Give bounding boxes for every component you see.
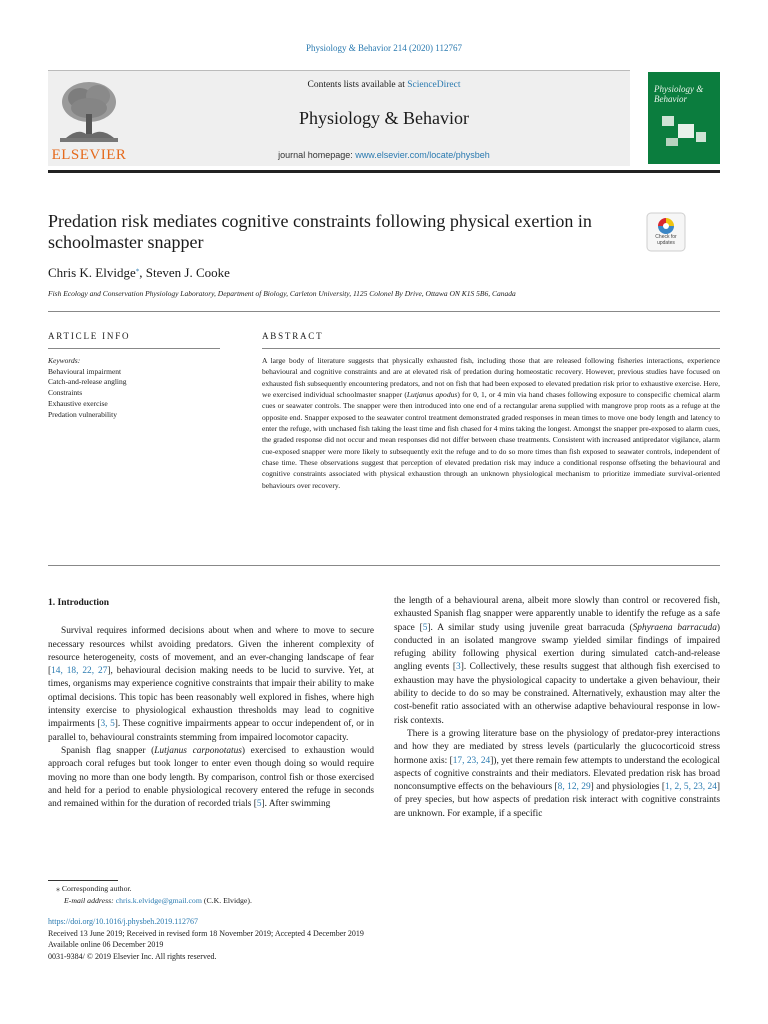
header-divider [48, 170, 720, 173]
keyword-item: Behavioural impairment [48, 366, 122, 376]
keyword-item: Constraints [48, 388, 83, 398]
homepage-link[interactable]: www.elsevier.com/locate/physbeh [355, 150, 490, 160]
journal-name: Physiology & Behavior [299, 108, 469, 128]
journal-cover-thumbnail[interactable] [648, 72, 720, 164]
paragraph-text: ) exercised to exhaustion would approach coral refuges but took longer to enter even though doing so would require moving no more than one body length. By comparison, control fish or those exercised and held for a period to enable physiological recovery entered the refuge in seconds and remained within for the duration of recorded trials [ [48, 745, 375, 810]
paragraph-text: ) conducted in an isolated mangrove swamp yielded similar findings of impaired refuging ability following physical exertion during simulated catch-and-release angling events [ [394, 622, 721, 673]
cover-graphic [696, 132, 706, 142]
citation-link[interactable]: 17, 23, 24 [452, 755, 491, 766]
body-paragraph [48, 745, 374, 811]
paragraph-text: ] and physiologies [ [590, 782, 665, 793]
species-name: Lutjanus apodus [406, 390, 458, 400]
keyword-item: Predation vulnerability [48, 409, 117, 419]
keywords-block [48, 356, 223, 420]
affiliation-rule [48, 311, 720, 312]
body-column-right [394, 595, 720, 821]
author-list [48, 265, 230, 281]
cover-graphic [662, 116, 674, 126]
article-history: Received 13 June 2019; Received in revised form 18 November 2019; Accepted 4 December 2019 [48, 928, 364, 938]
citation-link[interactable]: 3 [456, 662, 461, 673]
abstract-text: A large body of literature suggests that physically exhausted fish, including those that are released following fisheries interactions, experience behavioural and cognitive constraints and are at elevated risk of predation during homeostatic recovery. However, previous studies have focused on exhausted fish subsequently encountering predators, and not on fish that had been exposed to elevated predation risk prior to exhaustive exercise. Here, we exercised individual schoolmaster snapper ( [262, 356, 720, 400]
citation-link[interactable]: 5 [422, 622, 428, 633]
cover-graphic [666, 138, 678, 146]
contents-prefix: Contents lists available at [307, 80, 408, 90]
body-column-left [48, 595, 374, 811]
email-label: E-mail address: [64, 895, 116, 905]
paragraph-text: ]. A similar study using juvenile great barracuda ( [427, 622, 633, 633]
abstract-body [262, 355, 720, 491]
journal-citation[interactable]: Physiology & Behavior 214 (2020) 112767 [306, 43, 462, 53]
cover-title: Physiology & Behavior [654, 84, 704, 104]
citation-link[interactable]: 3, 5 [100, 719, 115, 730]
body-paragraph [394, 595, 720, 728]
paragraph-text: ] of prey species, but how aspects of predation risk interact with cognitive constraints are unknown. For example, if a specific [394, 782, 721, 819]
doi-link[interactable]: https://doi.org/10.1016/j.physbeh.2019.112767 [48, 917, 199, 926]
section-heading: 1. Introduction [48, 598, 110, 608]
abstract-heading: ABSTRACT [262, 331, 324, 341]
citation-link[interactable]: 14, 18, 22, 27 [51, 666, 108, 677]
species-name: Lutjanus carponotatus [154, 745, 242, 756]
body-divider [48, 565, 720, 566]
paragraph-text: Survival requires informed decisions about when and where to move to secure necessary resources whilst avoiding predators. Given the inherent complexity of resource heterogeneity, costs of movement, and an ever-changing landscape of fear [ [48, 626, 374, 677]
homepage-prefix: journal homepage: [278, 150, 356, 160]
crossmark-icon[interactable] [646, 212, 686, 252]
elsevier-wordmark: ELSEVIER [51, 147, 127, 163]
citation-link[interactable]: 1, 2, 5, 23, 24 [664, 782, 717, 793]
author-affiliation: Fish Ecology and Conservation Physiology Laboratory, Department of Biology, Carleton University, 1125 Colonel By Drive, Ottawa ON K1S 5B6, Canada [48, 289, 516, 298]
paragraph-text: ], behavioural decision making needs to be lucid to survive. Yet, at times, organisms may experience cognitive constraints that impair their ability to make optimal decisions. This topic has been reasonably well explored in fishes, where high intensity exercise to physiological exhaustion thresholds may lead to cognitive impairments [ [48, 666, 375, 730]
footnote-rule [48, 880, 118, 881]
paragraph-text: ]. After swimming [261, 799, 331, 810]
email-suffix: (C.K. Elvidge). [201, 895, 252, 905]
email-link[interactable]: chris.k.elvidge@gmail.com [115, 895, 202, 905]
abstract-rule [262, 348, 720, 349]
paragraph-text: ]), yet there remain few attempts to understand the ecological aspects of cognitive constraints and their mediators. Elevated predation risk has broad nonconsumptive effects on the behaviours [ [394, 755, 720, 793]
paragraph-text: ]. Collectively, these results suggest that although fish exercised to exhaustion may have the physiological capacity to undertake a given behaviour, their ability to decide to do so may be constrained. Alternatively, exhaustion may alter the cost-benefit ratio associated with an otherwise adaptive behavioural response in low-risk contexts. [394, 662, 721, 726]
abstract-text: ) for 0, 1, or 4 min via hand chases following exposure to conspecific chemical alarm cues or seawater controls. The snapper were then introduced into one end of a rectangular arena supplied with mangrove prop roots as a refuge at the opposite end. Snapper exposed to the seawater control treatment demonstrated graded responses in mean times to move one body length and latency to enter the refuge, with unchased fish taking the least time and fish chased for 4 mins taking the longest. Amongst the snapper pre-exposed to alarm cues, the graded response did not occur and mean responses did not differ between chase treatments. Consistent with increased antipredator vigilance, alarm cue-exposed snapper were more likely to subsequently exit the refuge and to do so more times than fish exposed to seawater controls, independent of chase time. These observations suggest that perception of elevated predation risk may induce a conditional response offseting the behavioural and cognitive constraints associated with physical exhaustion through an unknown physiological mechanism to prioritize immediate survival-oriented behaviours over recovery. [262, 390, 720, 490]
corresponding-author-note: ⁎ Corresponding author. [56, 884, 132, 893]
author-separator: , [139, 265, 146, 280]
paragraph-text: There is a growing literature base on the physiology of predator-prey interactions and how they are mediated by stress levels (particularly the glucocorticoid stress hormone axis: [ [394, 728, 720, 766]
paragraph-text: ]. These cognitive impairments appear to occur independent of, or in parallel to, behavioural constraints stemming from impaired locomotor capacity. [48, 719, 374, 743]
author-name: Steven J. Cooke [145, 265, 230, 280]
available-online: Available online 06 December 2019 [48, 940, 164, 949]
species-name: Sphyraena barracuda [632, 622, 717, 633]
keywords-label: Keywords: [48, 356, 81, 365]
body-paragraph [394, 728, 720, 821]
keyword-item: Catch-and-release angling [48, 377, 127, 387]
citation-link[interactable]: 5 [256, 799, 262, 810]
author-name: Chris K. Elvidge [48, 265, 136, 280]
email-note [48, 895, 448, 907]
footnotes [48, 883, 448, 907]
article-title: Predation risk mediates cognitive constraints following physical exertion in schoolmaster snapper [48, 211, 592, 252]
article-info-heading: ARTICLE INFO [48, 331, 131, 341]
header-top-rule [48, 70, 630, 71]
body-paragraph [48, 625, 374, 745]
paragraph-text: the length of a behavioural arena, albeit more slowly than control or recovered fish, exhausted Spanish flag snapper were apparently unable to identify the refuge as a safe space [ [394, 596, 720, 633]
cover-graphic [678, 124, 694, 138]
article-info-rule [48, 348, 220, 349]
sciencedirect-link[interactable]: ScienceDirect [407, 80, 461, 90]
copyright-line: 0031-9384/ © 2019 Elsevier Inc. All rights reserved. [48, 951, 217, 961]
article-metadata [48, 916, 528, 962]
citation-link[interactable]: 8, 12, 29 [557, 782, 591, 793]
keyword-item: Exhaustive exercise [48, 398, 108, 408]
corresponding-author-mark[interactable]: ⁎ [135, 265, 140, 274]
crossmark-label: Check for updates [655, 234, 677, 246]
paragraph-text: Spanish flag snapper ( [61, 745, 155, 756]
